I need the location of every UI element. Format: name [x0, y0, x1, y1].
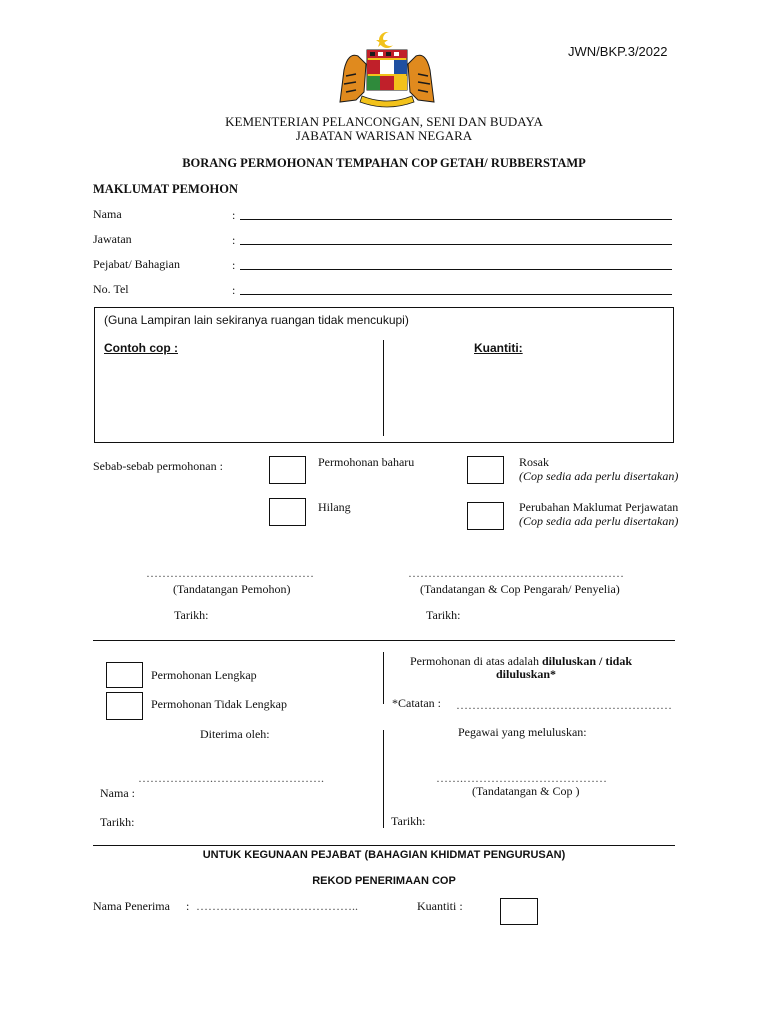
approval-date-label: Tarikh: — [391, 814, 426, 828]
position-input-line[interactable] — [240, 244, 672, 245]
phone-label: No. Tel — [93, 282, 129, 296]
office-use-title: UNTUK KEGUNAAN PEJABAT (BAHAGIAN KHIDMAT PENGURUSAN) — [202, 849, 566, 861]
applicant-section-title: MAKLUMAT PEMOHON — [93, 182, 239, 196]
coat-of-arms-logo — [332, 30, 442, 110]
checkbox-application-incomplete[interactable] — [106, 692, 143, 720]
option-lost-label: Hilang — [318, 500, 351, 514]
reference-number: JWN/BKP.3/2022 — [568, 44, 668, 59]
option-damaged-note: (Cop sedia ada perlu disertakan) — [519, 469, 679, 483]
director-signature-dots[interactable]: ……………………………………………… — [408, 566, 624, 580]
option-damaged-label: Rosak — [519, 455, 549, 469]
office-section-top-rule — [93, 640, 675, 641]
office-section-bottom-rule — [93, 845, 675, 846]
office-colon: : — [232, 258, 236, 272]
received-by-signature-dots[interactable]: ……………….………………………. — [138, 771, 324, 785]
office-label: Pejabat/ Bahagian — [93, 257, 180, 271]
stamp-sample-label: Contoh cop : — [104, 341, 178, 355]
receipt-quantity-box[interactable] — [500, 898, 538, 925]
position-colon: : — [232, 233, 236, 247]
office-divider-upper — [383, 652, 384, 704]
approval-note-label: *Catatan : — [392, 696, 441, 710]
director-date-label: Tarikh: — [426, 608, 461, 622]
option-position-change-label: Perubahan Maklumat Perjawatan — [519, 500, 679, 514]
department-name: JABATAN WARISAN NEGARA — [295, 128, 473, 143]
approval-options-1: diluluskan / tidak — [541, 654, 633, 668]
approver-label: Pegawai yang meluluskan: — [458, 725, 587, 739]
checkbox-new-application[interactable] — [269, 456, 306, 484]
option-position-change-note: (Cop sedia ada perlu disertakan) — [519, 514, 679, 528]
position-label: Jawatan — [93, 232, 132, 246]
applicant-signature-dots[interactable]: …………………………………… — [146, 566, 314, 580]
approval-options-2: diluluskan* — [496, 667, 557, 681]
office-input-line[interactable] — [240, 269, 672, 270]
stamp-sample-area[interactable] — [98, 360, 378, 436]
checkbox-damaged[interactable] — [467, 456, 504, 484]
receipt-record-title: REKOD PENERIMAAN COP — [312, 875, 456, 887]
checkbox-application-complete[interactable] — [106, 662, 143, 688]
checkbox-lost[interactable] — [269, 498, 306, 526]
reasons-label: Sebab-sebab permohonan : — [93, 459, 223, 473]
receiver-name-dots[interactable]: ………………………………….. — [196, 899, 358, 913]
checkbox-position-change[interactable] — [467, 502, 504, 530]
approver-signature-dots[interactable]: …….……………………………… — [436, 771, 607, 785]
approval-prefix: Permohonan di atas adalah — [410, 654, 542, 668]
attachment-note: (Guna Lampiran lain sekiranya ruangan tidak mencukupi) — [104, 313, 409, 327]
received-by-label: Diterima oleh: — [200, 727, 270, 741]
quantity-label: Kuantiti: — [474, 341, 523, 355]
phone-input-line[interactable] — [240, 294, 672, 295]
receiver-name-label: Nama Penerima — [93, 899, 170, 913]
receiver-name-colon: : — [186, 899, 190, 913]
received-name-label: Nama : — [100, 786, 135, 800]
office-divider-lower — [383, 730, 384, 828]
form-title: BORANG PERMOHONAN TEMPAHAN COP GETAH/ RUBBERSTAMP — [182, 156, 586, 170]
option-new-application-label: Permohonan baharu — [318, 455, 415, 469]
stamp-box-divider — [383, 340, 384, 436]
name-colon: : — [232, 208, 236, 222]
name-label: Nama — [93, 207, 122, 221]
application-incomplete-label: Permohonan Tidak Lengkap — [151, 697, 287, 711]
approval-note-dots[interactable]: ……………………………………………… — [456, 698, 672, 712]
applicant-date-label: Tarikh: — [174, 608, 209, 622]
received-date-label: Tarikh: — [100, 815, 135, 829]
director-signature-caption: (Tandatangan & Cop Pengarah/ Penyelia) — [420, 582, 620, 596]
applicant-signature-caption: (Tandatangan Pemohon) — [173, 582, 291, 596]
receipt-quantity-label: Kuantiti : — [417, 899, 463, 913]
approver-signature-caption: (Tandatangan & Cop ) — [472, 784, 580, 798]
quantity-area[interactable] — [390, 360, 668, 436]
application-complete-label: Permohonan Lengkap — [151, 668, 257, 682]
ministry-name: KEMENTERIAN PELANCONGAN, SENI DAN BUDAYA — [225, 114, 543, 129]
name-input-line[interactable] — [240, 219, 672, 220]
phone-colon: : — [232, 283, 236, 297]
